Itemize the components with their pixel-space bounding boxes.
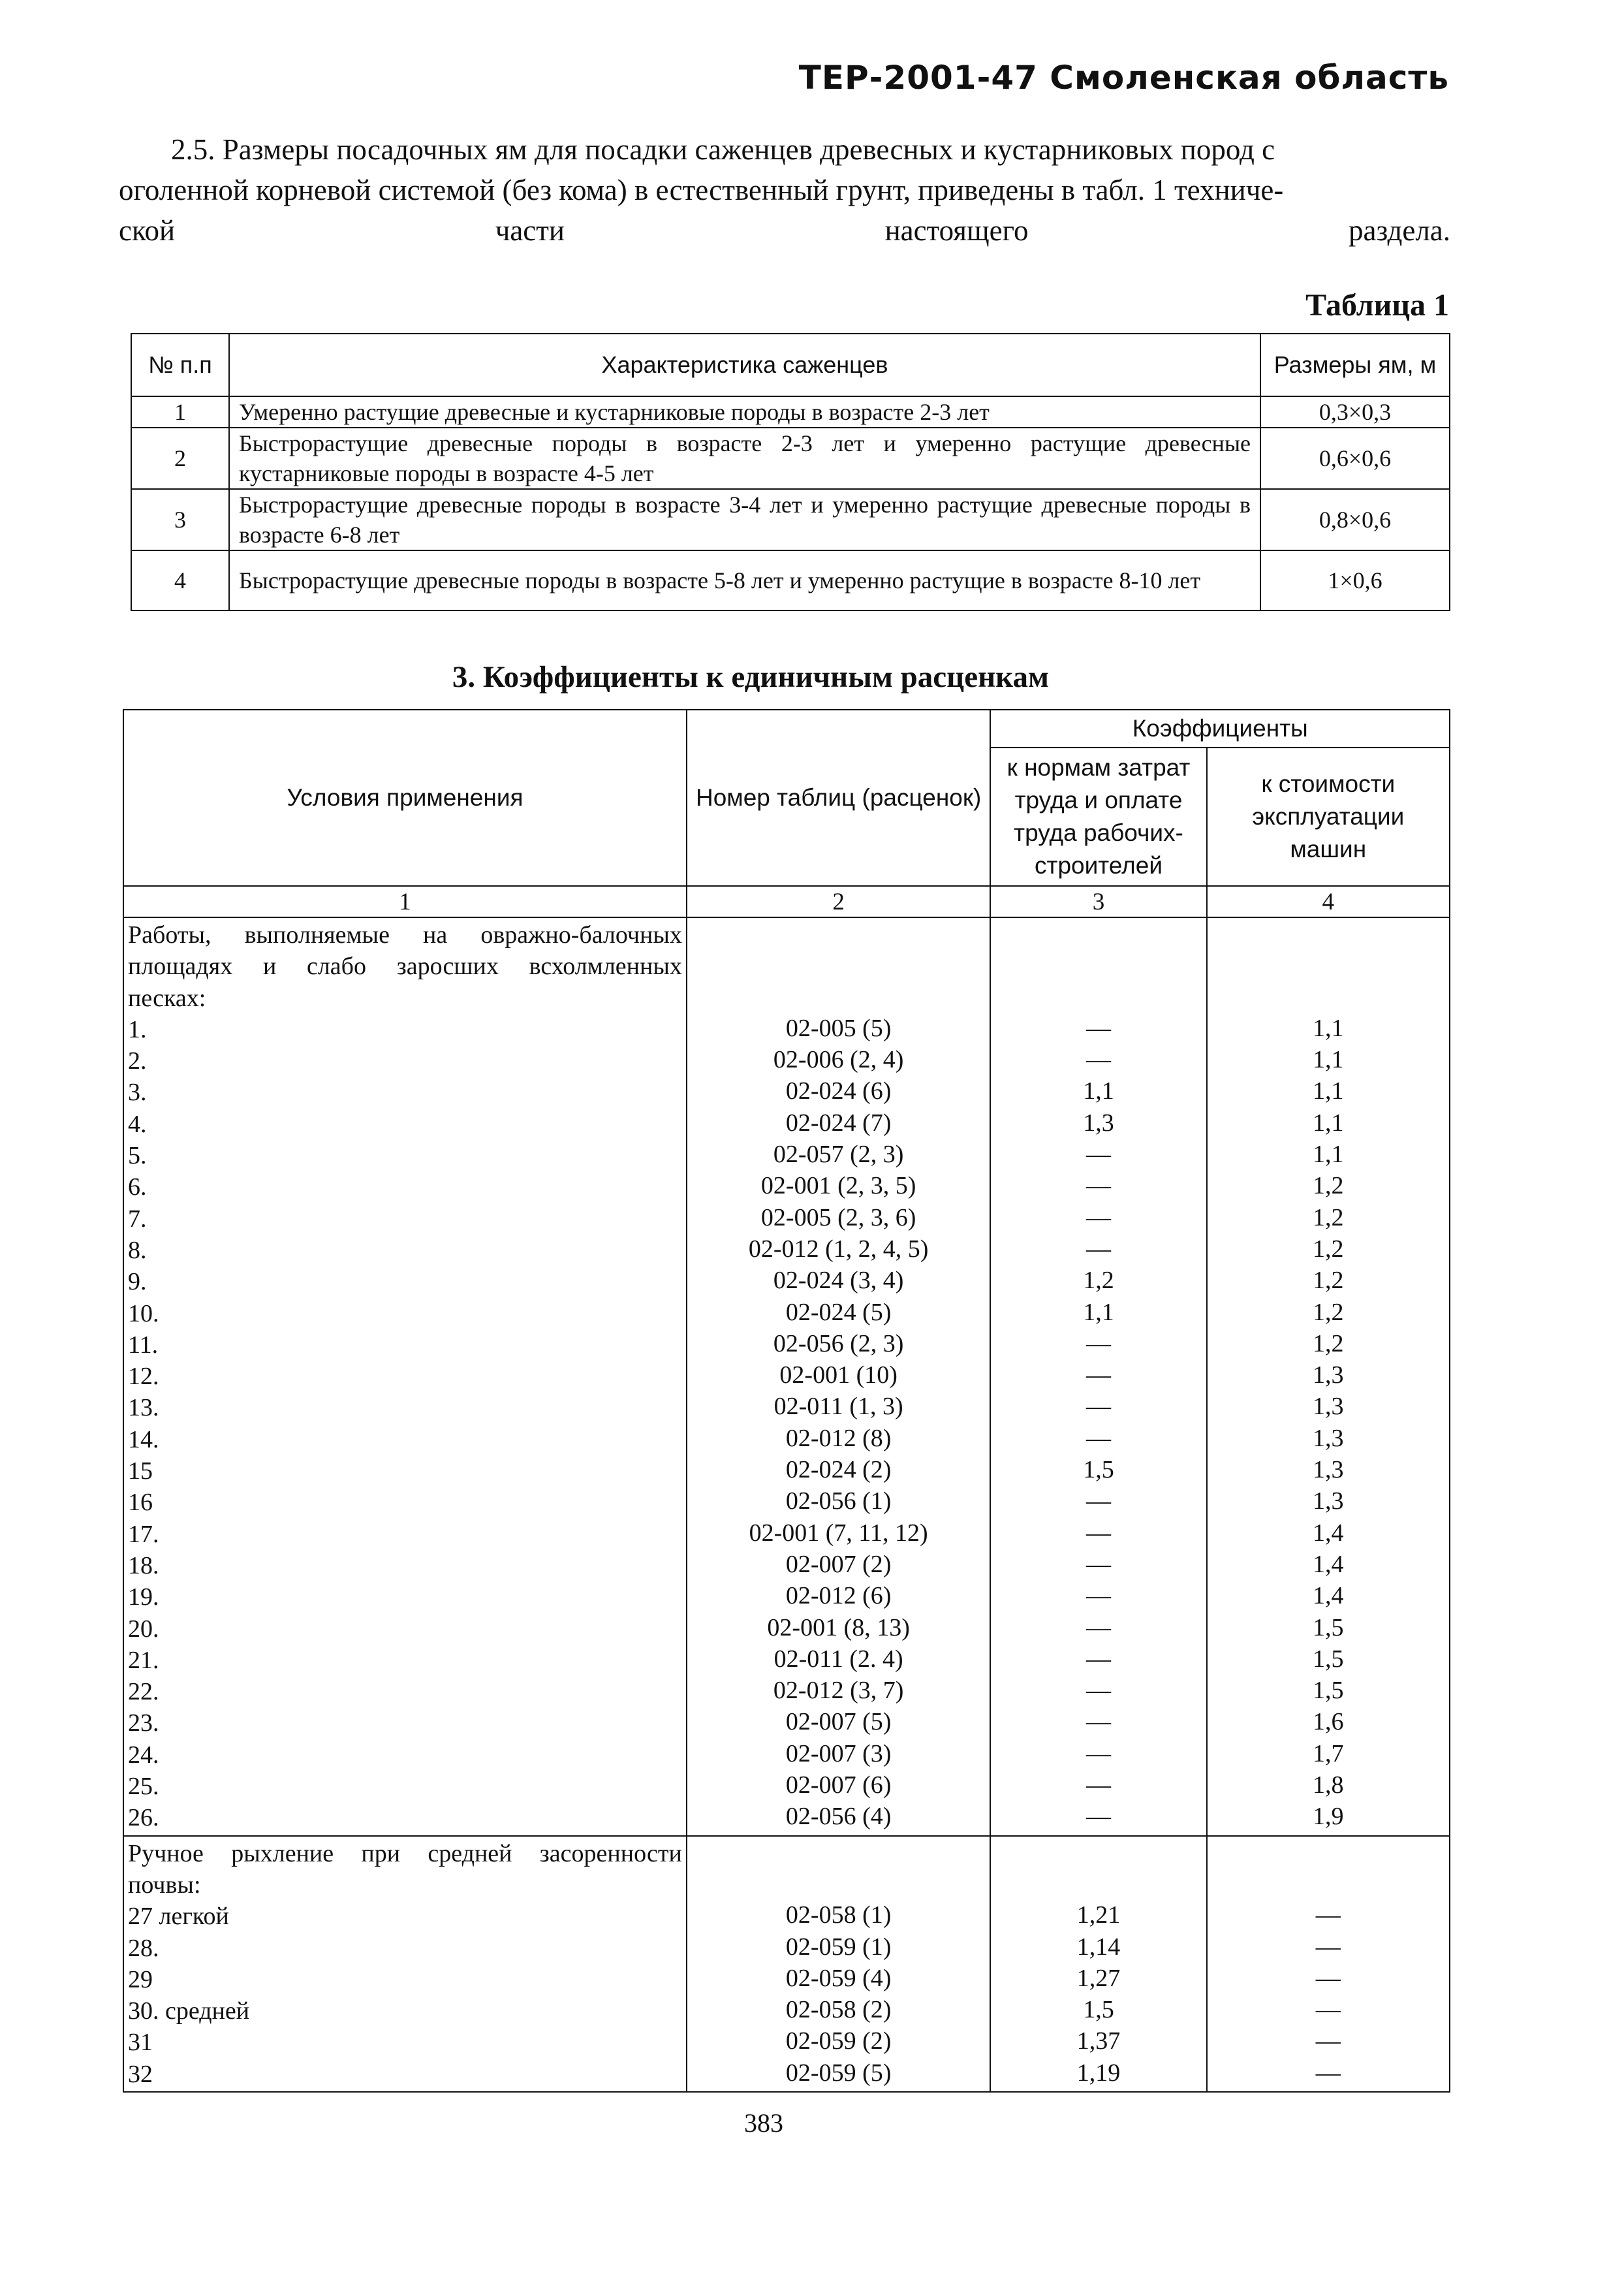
group-k-labor-cell (990, 1836, 1206, 2092)
row-item-number: 25. (128, 1773, 159, 1801)
group-title-line (128, 1838, 682, 1869)
row-pit-size: 0,3×0,3 (1260, 396, 1450, 428)
spacer-line (696, 949, 981, 981)
group-title-word: при (361, 1839, 401, 1867)
group-title-line (128, 951, 682, 982)
row-pit-size: 1×0,6 (1260, 550, 1450, 610)
row-k-machines: 1,4 (1313, 1550, 1344, 1578)
row-table-code: 02-059 (1) (785, 1933, 892, 1961)
row-k-machines: 1,3 (1313, 1456, 1344, 1484)
row-item-number: 2. (128, 1047, 147, 1075)
row-table-code: 02-056 (4) (785, 1803, 892, 1831)
row-item-number: 15 (128, 1457, 153, 1485)
coefficients-table (123, 709, 1450, 2093)
spacer-line (1000, 981, 1196, 1013)
row-item-number: 16 (128, 1489, 153, 1517)
row-table-code: 02-005 (2, 3, 6) (760, 1203, 916, 1231)
row-k-labor: — (1085, 1329, 1111, 1357)
row-item-number: 28. (128, 1934, 159, 1962)
col-header-table-numbers: Номер таблиц (расценок) (687, 710, 991, 886)
spacer-line (1000, 1837, 1196, 1868)
paragraph-word: ской (119, 214, 176, 247)
row-k-labor: — (1085, 1582, 1111, 1610)
row-k-labor: — (1085, 1235, 1111, 1263)
row-table-code: 02-001 (2, 3, 5) (760, 1172, 916, 1200)
spacer-line (696, 1868, 981, 1899)
row-number: 4 (131, 550, 229, 610)
row-table-code: 02-001 (7, 11, 12) (749, 1519, 928, 1547)
row-k-labor: 1,5 (1083, 1996, 1114, 2024)
row-item-number: 3. (128, 1079, 147, 1107)
row-item-number: 11. (128, 1331, 159, 1359)
row-table-code: 02-007 (6) (785, 1771, 892, 1799)
group-k-machines-cell (1207, 1836, 1450, 2092)
group-title-word: песках: (128, 984, 206, 1012)
row-item-number: 29 (128, 1965, 153, 1993)
row-pit-size: 0,8×0,6 (1260, 489, 1450, 550)
row-k-machines: 1,3 (1313, 1487, 1344, 1515)
row-table-code: 02-012 (8) (785, 1424, 892, 1452)
row-pit-size: 0,6×0,6 (1260, 428, 1450, 489)
row-table-code: 02-059 (4) (785, 1964, 892, 1992)
row-k-labor: 1,37 (1076, 2027, 1121, 2055)
spacer-line (696, 981, 981, 1013)
table-1-row (131, 396, 1450, 428)
row-description: Умеренно растущие древесные и кустарниковые породы в возрасте 2-3 лет (229, 396, 1260, 428)
row-k-machines: 1,2 (1313, 1329, 1344, 1357)
spacer-line (696, 918, 981, 949)
row-table-code: 02-056 (1) (785, 1487, 892, 1515)
group-title-line (128, 919, 682, 951)
spacer-line (1217, 981, 1440, 1013)
col-number: 3 (990, 886, 1206, 917)
row-k-machines: 1,2 (1313, 1172, 1344, 1200)
row-item-number: 22. (128, 1678, 159, 1706)
row-k-labor: — (1085, 1803, 1111, 1831)
row-k-machines: 1,9 (1313, 1803, 1344, 1831)
group-row (123, 917, 1450, 1836)
spacer-line (1000, 1868, 1196, 1899)
spacer-line (1217, 1868, 1440, 1899)
spacer-line (1217, 949, 1440, 981)
row-table-code: 02-058 (2) (785, 1996, 892, 2024)
group-conditions-cell (123, 1836, 687, 2092)
row-k-labor: — (1085, 1203, 1111, 1231)
row-table-code: 02-024 (6) (785, 1077, 892, 1105)
row-table-code: 02-024 (2) (785, 1456, 892, 1484)
col-number: 2 (687, 886, 991, 917)
row-k-machines: 1,2 (1313, 1235, 1344, 1263)
row-table-code: 02-011 (2. 4) (773, 1645, 903, 1673)
row-k-machines: 1,2 (1313, 1267, 1344, 1295)
row-k-labor: — (1085, 1393, 1111, 1421)
row-k-machines: 1,1 (1313, 1141, 1344, 1169)
col-header-characteristics: Характеристика саженцев (229, 334, 1260, 396)
row-item-number: 4. (128, 1110, 147, 1138)
row-k-machines: — (1315, 2059, 1341, 2087)
row-item-number: 31 (128, 2029, 153, 2057)
row-number: 1 (131, 396, 229, 428)
spacer-line (1217, 918, 1440, 949)
row-item-number: 23. (128, 1709, 159, 1737)
row-k-labor: 1,21 (1076, 1901, 1121, 1929)
row-k-labor: 1,3 (1083, 1109, 1114, 1137)
row-k-labor: 1,14 (1076, 1933, 1121, 1961)
table-1-caption: Таблица 1 (1305, 288, 1449, 323)
spacer-line (1000, 949, 1196, 981)
row-item-number: 8. (128, 1236, 147, 1264)
group-k-machines-cell (1207, 917, 1450, 1836)
row-item-number: 17. (128, 1520, 159, 1548)
group-title-word: Работы, (128, 921, 211, 949)
group-title-word: рыхление (231, 1839, 334, 1867)
group-row (123, 1836, 1450, 2092)
paragraph-word: настоящего (884, 214, 1029, 247)
table-1-row (131, 428, 1450, 489)
row-table-code: 02-006 (2, 4) (773, 1046, 904, 1074)
row-table-code: 02-001 (8, 13) (767, 1613, 910, 1641)
row-table-code: 02-059 (5) (785, 2059, 892, 2087)
row-k-machines: 1,2 (1313, 1203, 1344, 1231)
row-table-code: 02-011 (1, 3) (773, 1393, 903, 1421)
col-header-k-machines: к стоимости эксплуатации машин (1207, 748, 1450, 886)
row-k-machines: 1,7 (1313, 1739, 1344, 1767)
row-k-labor: — (1085, 1677, 1111, 1705)
row-table-code: 02-056 (2, 3) (773, 1329, 904, 1357)
row-k-labor: 1,5 (1083, 1456, 1114, 1484)
row-item-number: 32 (128, 2060, 153, 2088)
row-k-labor: — (1085, 1613, 1111, 1641)
group-title-word: всхолмленных (529, 953, 682, 981)
row-k-machines: 1,5 (1313, 1613, 1344, 1641)
row-k-labor: 1,27 (1076, 1964, 1121, 1992)
paragraph-word: раздела. (1349, 214, 1450, 247)
row-k-machines: 1,3 (1313, 1424, 1344, 1452)
paragraph-line: 2.5. Размеры посадочных ям для посадки саженцев древесных и кустарниковых пород с (171, 133, 1275, 166)
group-title-word: засоренности (539, 1839, 682, 1867)
col-header-k-labor: к нормам затрат труда и оплате труда рабочих-строителей (990, 748, 1206, 886)
row-k-labor: — (1085, 1550, 1111, 1578)
row-k-machines: 1,5 (1313, 1645, 1344, 1673)
row-item-number: 19. (128, 1583, 159, 1611)
row-table-code: 02-012 (1, 2, 4, 5) (748, 1235, 929, 1263)
table-1-row (131, 550, 1450, 610)
row-item-number: 18. (128, 1551, 159, 1579)
row-table-code: 02-012 (6) (785, 1582, 892, 1610)
row-k-machines: 1,4 (1313, 1519, 1344, 1547)
row-item-number: 7. (128, 1205, 147, 1233)
row-k-labor: — (1085, 1487, 1111, 1515)
group-title-word: Ручное (128, 1839, 204, 1867)
row-k-machines: 1,5 (1313, 1677, 1344, 1705)
row-table-code: 02-057 (2, 3) (773, 1141, 904, 1169)
row-k-labor: — (1085, 1771, 1111, 1799)
row-k-labor: — (1085, 1424, 1111, 1452)
row-item-number: 9. (128, 1268, 147, 1296)
row-k-machines: — (1315, 1901, 1341, 1929)
table-1 (131, 333, 1450, 611)
spacer-line (1000, 918, 1196, 949)
group-title-word: на (423, 921, 448, 949)
row-k-labor: 1,19 (1076, 2059, 1121, 2087)
row-k-machines: 1,4 (1313, 1582, 1344, 1610)
group-title-word: выполняемые (244, 921, 390, 949)
row-number: 3 (131, 489, 229, 550)
row-item-number: 30. средней (128, 1997, 250, 2025)
group-k-labor-cell (990, 917, 1206, 1836)
row-table-code: 02-005 (5) (785, 1014, 892, 1042)
row-k-labor: — (1085, 1014, 1111, 1042)
row-description: Быстрорастущие древесные породы в возрасте 3-4 лет и умеренно растущие древесные породы в возрасте 6-8 лет (229, 489, 1260, 550)
row-k-labor: — (1085, 1172, 1111, 1200)
row-description: Быстрорастущие древесные породы в возрасте 2-3 лет и умеренно растущие древесные кустарниковые породы в возрасте 4-5 лет (229, 428, 1260, 489)
row-k-machines: — (1315, 1996, 1341, 2024)
row-k-machines: 1,1 (1313, 1014, 1344, 1042)
row-table-code: 02-024 (3, 4) (773, 1267, 904, 1295)
row-item-number: 12. (128, 1363, 159, 1391)
row-k-labor: — (1085, 1046, 1111, 1074)
row-k-labor: — (1085, 1519, 1111, 1547)
group-title-word: слабо (306, 953, 366, 981)
group-title-word: оврaжно-балочных (480, 921, 682, 949)
group-title-line (128, 983, 682, 1014)
row-item-number: 20. (128, 1615, 159, 1643)
row-table-code: 02-007 (3) (785, 1739, 892, 1767)
row-table-code: 02-007 (5) (785, 1708, 892, 1736)
row-k-labor: — (1085, 1141, 1111, 1169)
row-k-machines: 1,2 (1313, 1298, 1344, 1326)
row-item-number: 1. (128, 1015, 147, 1043)
group-title-word: почвы: (128, 1871, 201, 1899)
row-item-number: 13. (128, 1394, 159, 1422)
row-table-code: 02-001 (10) (779, 1361, 898, 1389)
group-codes-cell (687, 917, 991, 1836)
page-number: 383 (744, 2108, 783, 2138)
group-title-word: и (262, 953, 277, 981)
row-item-number: 10. (128, 1299, 159, 1327)
row-k-labor: — (1085, 1645, 1111, 1673)
spacer-line (1217, 1837, 1440, 1868)
row-k-machines: 1,1 (1313, 1077, 1344, 1105)
row-k-machines: 1,1 (1313, 1046, 1344, 1074)
row-item-number: 6. (128, 1173, 147, 1201)
col-header-coefficients: Коэффициенты (990, 710, 1450, 748)
row-item-number: 5. (128, 1142, 147, 1170)
column-numbers-row (123, 886, 1450, 917)
section-title: 3. Коэффициенты к единичным расценкам (452, 660, 1050, 694)
group-title-word: площадях (128, 953, 233, 981)
spacer-line (696, 1837, 981, 1868)
row-table-code: 02-012 (3, 7) (773, 1677, 904, 1705)
row-k-machines: 1,6 (1313, 1708, 1344, 1736)
paragraph-line-justified (119, 210, 1450, 251)
col-header-pit-size: Размеры ям, м (1260, 334, 1450, 396)
row-k-labor: — (1085, 1361, 1111, 1389)
intro-paragraph (119, 129, 1450, 251)
paragraph-line: оголенной корневой системой (без кома) в естественный грунт, приведены в табл. 1 техниче- (119, 174, 1284, 206)
group-conditions-cell (123, 917, 687, 1836)
row-number: 2 (131, 428, 229, 489)
row-table-code: 02-058 (1) (785, 1901, 892, 1929)
document-header: ТЕР-2001-47 Смоленская область (798, 59, 1449, 97)
group-codes-cell (687, 1836, 991, 2092)
row-item-number: 26. (128, 1804, 159, 1832)
col-header-conditions: Условия применения (123, 710, 687, 886)
row-k-machines: — (1315, 1933, 1341, 1961)
row-k-labor: 1,1 (1083, 1298, 1114, 1326)
row-k-labor: 1,1 (1083, 1077, 1114, 1105)
row-description: Быстрорастущие древесные породы в возрасте 5-8 лет и умеренно растущие в возрасте 8-10 лет (229, 550, 1260, 610)
row-item-number: 21. (128, 1646, 159, 1674)
group-title-line (128, 1869, 682, 1901)
group-title-word: средней (428, 1839, 512, 1867)
table-1-row (131, 489, 1450, 550)
col-number: 4 (1207, 886, 1450, 917)
row-k-machines: 1,3 (1313, 1393, 1344, 1421)
row-k-labor: 1,2 (1083, 1267, 1114, 1295)
row-item-number: 14. (128, 1425, 159, 1453)
row-table-code: 02-059 (2) (785, 2027, 892, 2055)
row-table-code: 02-024 (7) (785, 1109, 892, 1137)
row-table-code: 02-024 (5) (785, 1298, 892, 1326)
row-k-machines: — (1315, 2027, 1341, 2055)
row-k-labor: — (1085, 1739, 1111, 1767)
row-k-machines: 1,1 (1313, 1109, 1344, 1137)
row-k-machines: 1,3 (1313, 1361, 1344, 1389)
row-item-number: 24. (128, 1741, 159, 1769)
row-k-machines: — (1315, 1964, 1341, 1992)
paragraph-word: части (495, 214, 565, 247)
row-k-machines: 1,8 (1313, 1771, 1344, 1799)
col-header-number: № п.п (131, 334, 229, 396)
row-table-code: 02-007 (2) (785, 1550, 892, 1578)
row-k-labor: — (1085, 1708, 1111, 1736)
group-title-word: заросших (396, 953, 499, 981)
col-number: 1 (123, 886, 687, 917)
row-item-number: 27 легкой (128, 1903, 229, 1931)
